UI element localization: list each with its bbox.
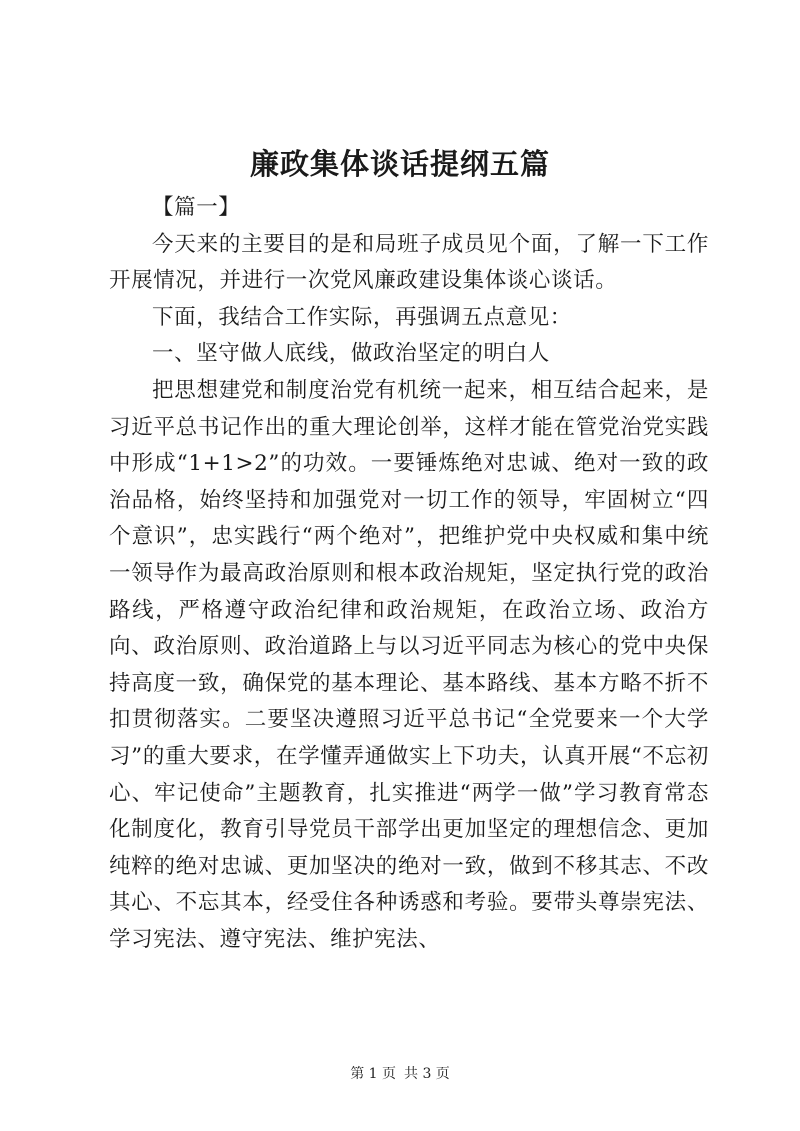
document-body (109, 190, 709, 958)
section-label: 【篇一】 (152, 195, 241, 220)
paragraph: 把思想建党和制度治党有机统一起来，相互结合起来，是习近平总书记作出的重大理论创举，这样才能在管党治党实践中形成“1+1>2”的功效。一要锤炼绝对忠诚、绝对一致的政治品格，始终坚持和加强党对一切工作的领导，牢固树立“四个意识”，忠实践行“两个绝对”，把维护党中央权威和集中统一领导作为最高政治原则和根本政治规矩，坚定执行党的政治路线，严格遵守政治纪律和政治规矩，在政治立场、政治方向、政治原则、政治道路上与以习近平同志为核心的党中央保持高度一致，确保党的基本理论、基本路线、基本方略不折不扣贯彻落实。二要坚决遵照习近平总书记“全党要来一个大学习”的重大要求，在学懂弄通做实上下功夫，认真开展“不忘初心、牢记使命”主题教育，扎实推进“两学一做”学习教育常态化制度化，教育引导党员干部学出更加坚定的理想信念、更加纯粹的绝对忠诚、更加坚决的绝对一致，做到不移其志、不改其心、不忘其本，经受住各种诱惑和考验。要带头尊崇宪法、学习宪法、遵守宪法、维护宪法、 (109, 377, 709, 952)
page-total: 共 3 页 (404, 1066, 450, 1082)
document-title: 廉政集体谈话提纲五篇 (249, 147, 550, 181)
paragraph: 今天来的主要目的是和局班子成员见个面，了解一下工作开展情况，并进行一次党风廉政建设集体谈心谈话。 (109, 231, 709, 294)
paragraph: 下面，我结合工作实际，再强调五点意见： (152, 304, 572, 330)
section-heading: 一、坚守做人底线，做政治坚定的明白人 (152, 341, 550, 367)
page-number: 第 1 页 (350, 1066, 396, 1082)
page-footer (0, 1064, 800, 1084)
